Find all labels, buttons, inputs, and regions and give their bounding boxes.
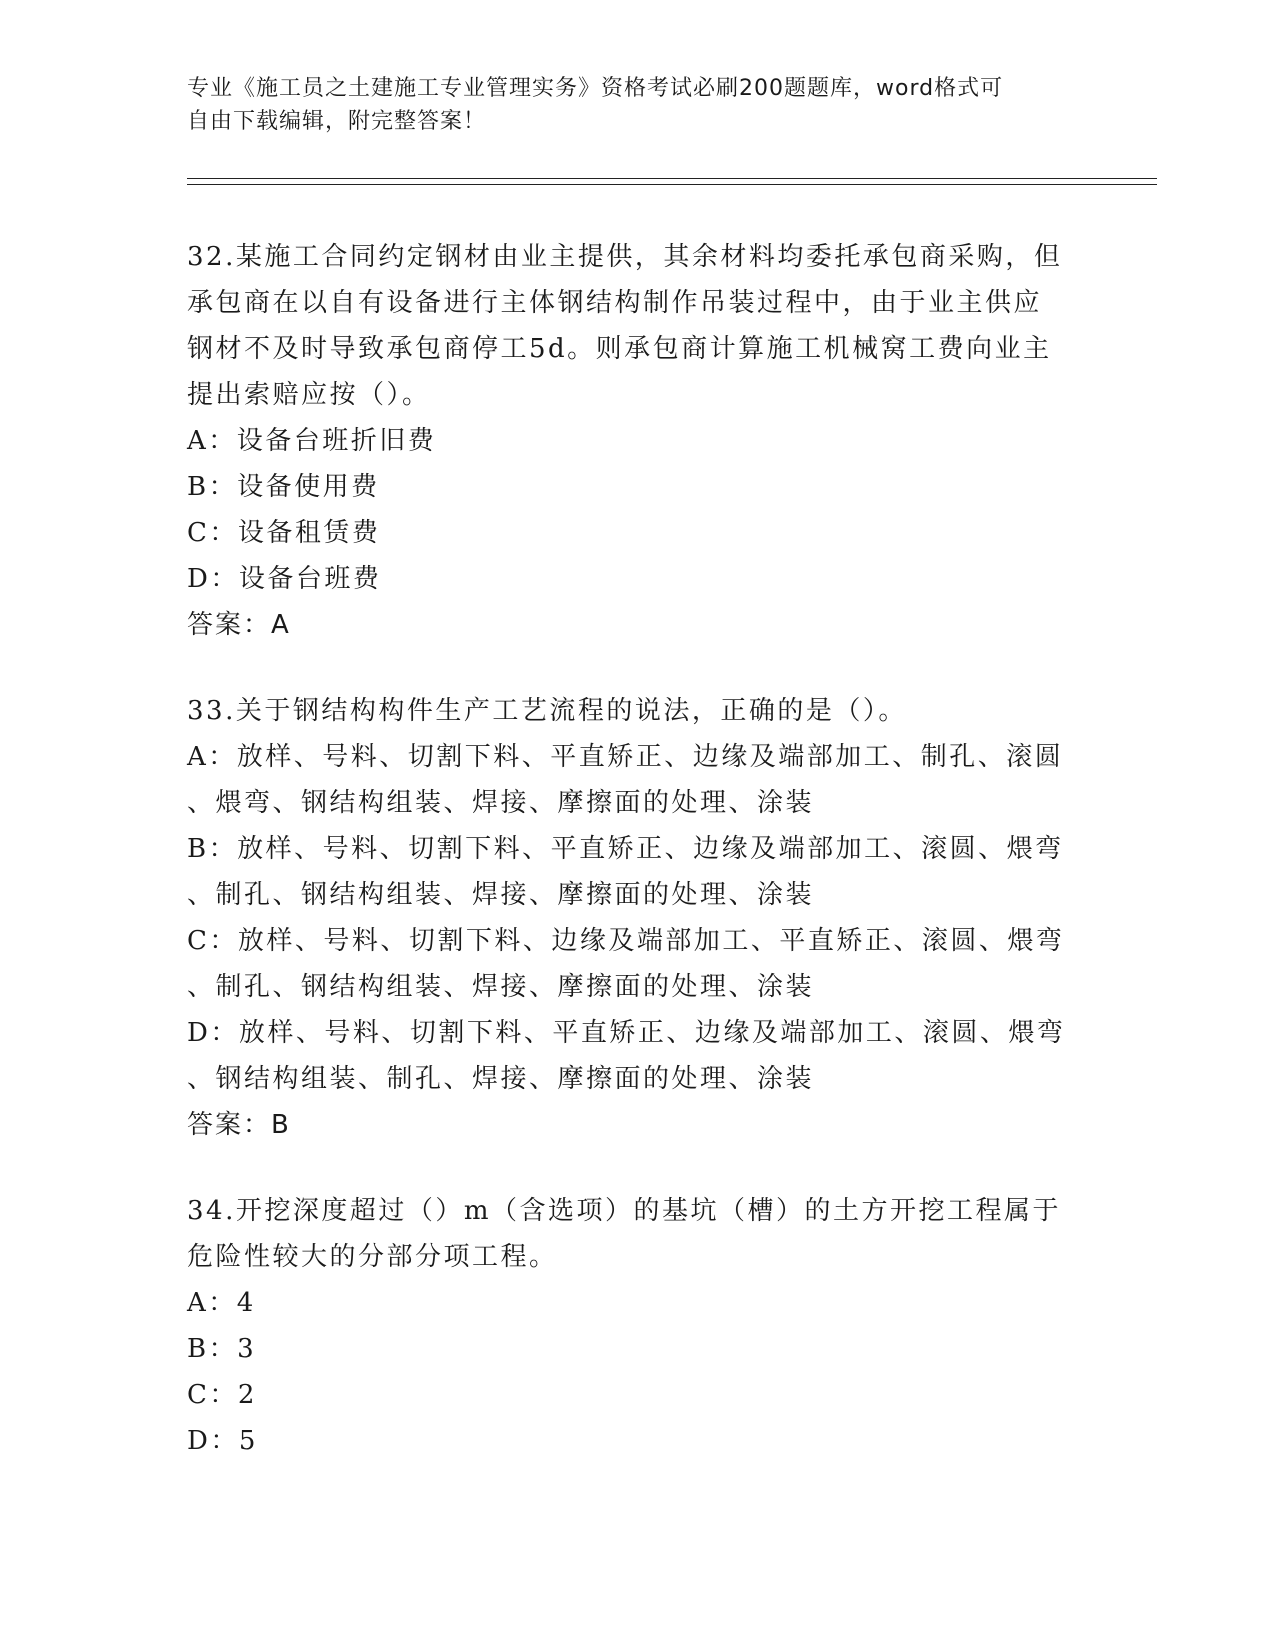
question-text — [187, 1188, 1087, 1280]
header-line-1: 专业《施工员之土建施工专业管理实务》资格考试必刷200题题库，word格式可 — [187, 76, 1004, 101]
answer-key: 答案：A — [187, 610, 291, 640]
question-text-line: 32.某施工合同约定钢材由业主提供，其余材料均委托承包商采购，但 — [187, 242, 1063, 272]
answer-option-line: C：放样、号料、切割下料、边缘及端部加工、平直矫正、滚圆、煨弯 — [187, 926, 1065, 956]
question-text-line: 钢材不及时导致承包商停工5d。则承包商计算施工机械窝工费向业主 — [187, 334, 1052, 364]
answer-option-line: D：设备台班费 — [187, 564, 382, 594]
answer-option-line: 、制孔、钢结构组装、焊接、摩擦面的处理、涂装 — [187, 972, 815, 1002]
answer-option — [187, 1010, 1087, 1102]
answer-key: 答案：B — [187, 1110, 291, 1140]
answer-option-line: B：3 — [187, 1334, 257, 1364]
answer-option — [187, 734, 1087, 826]
answer-option — [187, 510, 1087, 556]
answer-option-line: C：2 — [187, 1380, 257, 1410]
answer-option-line: A：放样、号料、切割下料、平直矫正、边缘及端部加工、制孔、滚圆 — [187, 742, 1064, 772]
question-block — [187, 688, 1087, 1148]
header-divider-bottom — [187, 184, 1157, 185]
document-header — [187, 72, 1067, 138]
answer-option-line: D：5 — [187, 1426, 258, 1456]
answer-option-line: C：设备租赁费 — [187, 518, 381, 548]
question-text-line: 承包商在以自有设备进行主体钢结构制作吊装过程中，由于业主供应 — [187, 288, 1043, 318]
answer-option-line: 、煨弯、钢结构组装、焊接、摩擦面的处理、涂装 — [187, 788, 815, 818]
question-text-line: 33.关于钢结构构件生产工艺流程的说法，正确的是（）。 — [187, 696, 907, 726]
answer-option — [187, 1372, 1087, 1418]
question-text-line: 34.开挖深度超过（）m（含选项）的基坑（槽）的土方开挖工程属于 — [187, 1196, 1062, 1226]
answer-option — [187, 1418, 1087, 1464]
answer-option — [187, 1280, 1087, 1326]
answer-option — [187, 556, 1087, 602]
answer-option-line: D：放样、号料、切割下料、平直矫正、边缘及端部加工、滚圆、煨弯 — [187, 1018, 1066, 1048]
answer-option — [187, 826, 1087, 918]
answer-option — [187, 918, 1087, 1010]
answer-option-line: 、钢结构组装、制孔、焊接、摩擦面的处理、涂装 — [187, 1064, 815, 1094]
answer-option-line: A：设备台班折旧费 — [187, 426, 437, 456]
question-text-line: 危险性较大的分部分项工程。 — [187, 1242, 558, 1272]
answer-option-line: B：设备使用费 — [187, 472, 380, 502]
question-block — [187, 1188, 1087, 1464]
answer-option-line: A：4 — [187, 1288, 256, 1318]
answer-option — [187, 464, 1087, 510]
question-list — [187, 234, 1087, 1504]
header-line-2: 自由下载编辑，附完整答案！ — [187, 109, 487, 134]
answer-option-line: 、制孔、钢结构组装、焊接、摩擦面的处理、涂装 — [187, 880, 815, 910]
question-text — [187, 234, 1087, 418]
question-text — [187, 688, 1087, 734]
answer-option-line: B：放样、号料、切割下料、平直矫正、边缘及端部加工、滚圆、煨弯 — [187, 834, 1064, 864]
header-divider-top — [187, 178, 1157, 179]
question-block — [187, 234, 1087, 648]
answer-option — [187, 1326, 1087, 1372]
answer-option — [187, 418, 1087, 464]
question-text-line: 提出索赔应按（）。 — [187, 380, 431, 410]
